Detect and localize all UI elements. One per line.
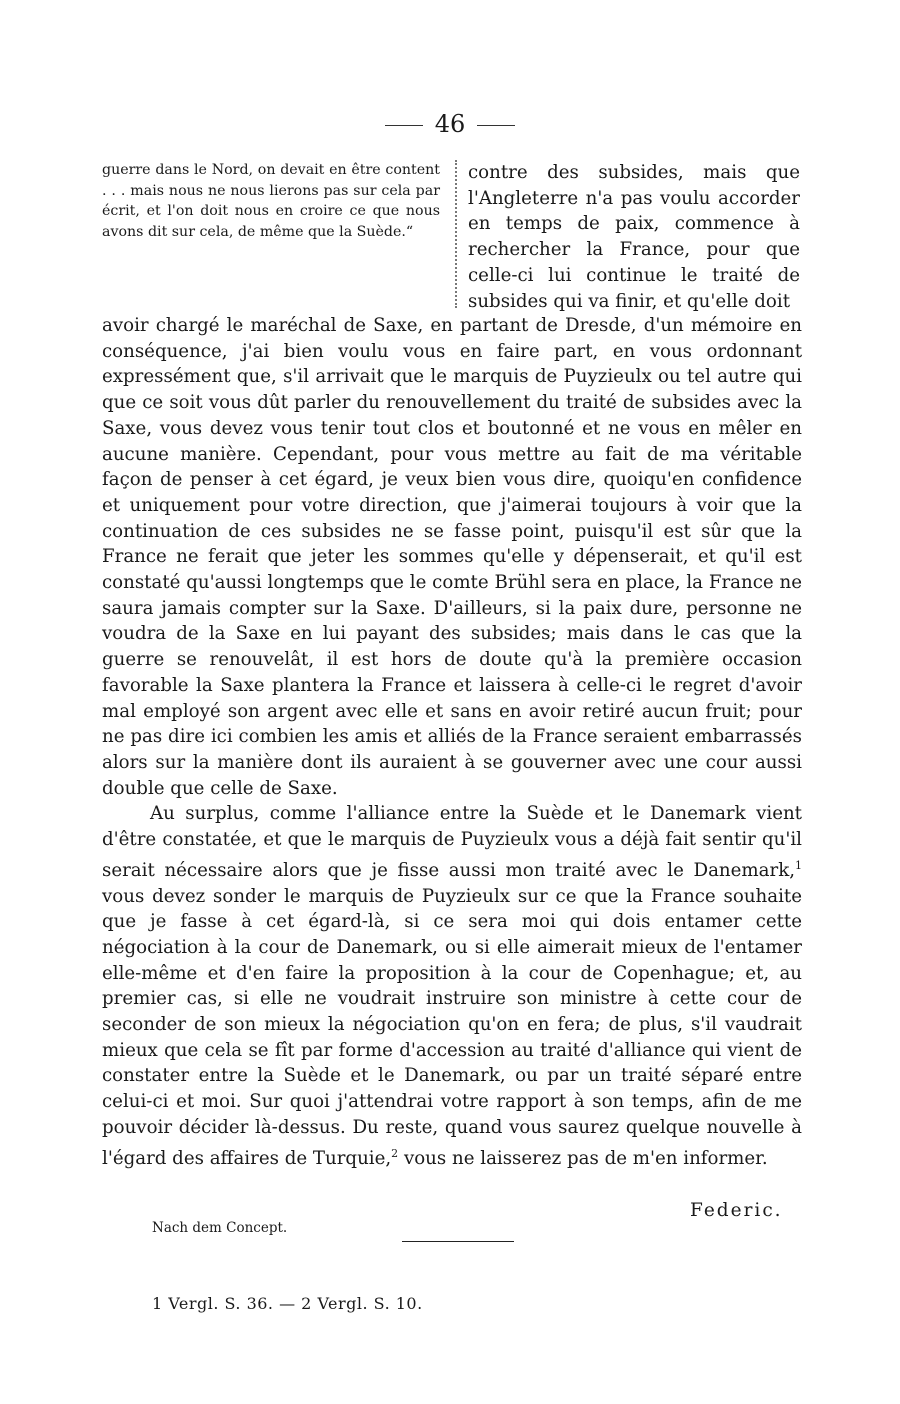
signature: Federic. xyxy=(690,1200,783,1221)
source-note: Nach dem Concept. xyxy=(152,1220,288,1236)
left-column-quote: guerre dans le Nord, on devait en être content . . . mais nous ne nous lierons pas sur cela par écrit, et l'on doit nous en croire ce que nous avons dit sur cela, de même que la Suède.“ xyxy=(102,162,440,240)
footnote-rule xyxy=(402,1241,514,1242)
p2-text-end: vous ne laisserez pas de m'en informer. xyxy=(398,1147,768,1169)
footnotes: 1 Vergl. S. 36. — 2 Vergl. S. 10. xyxy=(152,1294,423,1313)
footnote-ref-1: 1 xyxy=(795,858,802,872)
footnote-ref-2: 2 xyxy=(391,1146,399,1160)
main-text xyxy=(102,313,802,1171)
header-dash-right xyxy=(477,125,515,126)
p2-text-middle: vous devez sonder le marquis de Puyzieulx sur ce que la France souhaite que je fasse à cet égard-là, si ce sera moi qui dois entamer cette négociation à la cour de Danemark, ou si elle aimerait mieux de l'entamer elle-même et d'en faire la proposition à la cour de Copenhague; et, au premier cas, si elle ne voudrait instruire son ministre à cette cour de seconder de son mieux la négociation qu'on en fera; de plus, s'il vaudrait mieux que cela se fît par forme d'accession au traité d'alliance qui vient de constater entre la Suède et le Danemark, ou par un traité séparé entre celui-ci et moi. Sur quoi j'attendrai votre rapport à son temps, afin de me pouvoir décider là-dessus. Du reste, quand vous saurez quelque nouvelle à l'égard des affaires de Turquie, xyxy=(102,885,802,1169)
p2-text-start: Au surplus, comme l'alliance entre la Suède et le Danemark vient d'être constatée, et que le marquis de Puyzieulx vous a déjà fait sentir qu'il serait nécessaire alors que je fisse aussi mon traité avec le Danemark, xyxy=(102,803,802,881)
header-dash-left xyxy=(385,125,423,126)
column-separator xyxy=(455,160,457,308)
paragraph-1: avoir chargé le maréchal de Saxe, en partant de Dresde, d'un mémoire en conséquence, j'ai bien voulu vous en faire part, en vous ordonnant expressément que, s'il arrivait que le marquis de Puyzieulx ou tel autre qui que ce soit vous dût parler du renouvellement du traité de subsides avec la Saxe, vous devez vous tenir tout clos et boutonné et ne vous en mêler en aucune manière. Cependant, pour vous mettre au fait de ma véritable façon de penser à cet égard, je veux bien vous dire, quoiqu'en confidence et uniquement pour votre direction, que j'aimerai toujours à voir que la continuation de ces subsides ne se fasse point, puisqu'il est sûr que la France ne ferait que jeter les sommes qu'elle y dépenserait, et qu'il est constaté qu'aussi longtemps que le comte Brühl sera en place, la France ne saura jamais compter sur la Saxe. D'ailleurs, si la paix dure, personne ne voudra de la Saxe en lui payant des subsides; mais dans le cas que la guerre se renouvelât, il est hors de doute qu'à la première occasion favorable la Saxe plantera la France et laissera à celle-ci le regret d'avoir mal employé son argent avec elle et sans en avoir retiré aucun fruit; pour ne pas dire ici combien les amis et alliés de la France seraient embarrassés alors sur la manière dont ils auraient à se gouverner avec une cour aussi double que celle de Saxe. xyxy=(102,315,802,799)
right-column-text: contre des subsides, mais que l'Angleterre n'a pas voulu accorder en temps de paix, commence à rechercher la France, pour que celle-ci lui continue le traité de subsides qui va finir, et qu'elle doit xyxy=(468,162,800,312)
page-header xyxy=(0,104,900,144)
page-number: 46 xyxy=(434,110,466,138)
paragraph-2 xyxy=(102,801,802,1171)
